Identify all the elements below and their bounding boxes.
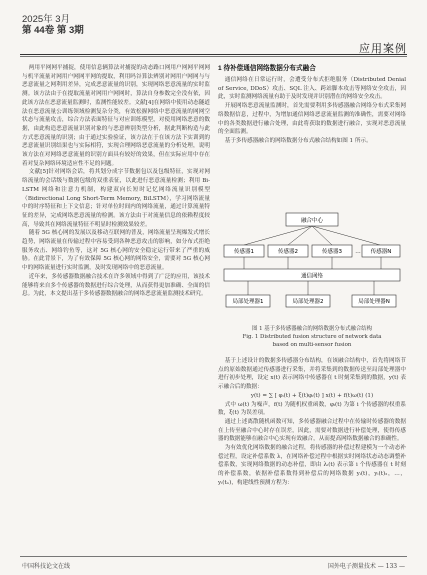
right-lower-paragraph-1: 基于上述设计的数据多传感器分布结构，在该融合结构中，首先将网络节点的原始数据通过传感器进行采集，并将采集到的数据传送至局部处理器中进行初步处理，设定 x(t) 表示网络中传感器在 t 时刻采集到的数据，y(t) 表示融合后的数据： xyxy=(218,358,406,391)
ellipsis-dots: … xyxy=(355,249,361,255)
header-rule xyxy=(20,54,407,55)
figure-caption-cn: 图 1 基于多传感器融合的网络数据分布式融合结构 xyxy=(251,326,373,332)
section-title: 应用案例 xyxy=(359,43,407,55)
right-column-lower xyxy=(218,357,406,488)
sensor-label-2: 传感器2 xyxy=(278,249,298,255)
sensor-node-1 xyxy=(224,245,264,257)
footer-right: 国外电子测量技术 — 133 — xyxy=(327,563,405,570)
footer-left: 中国科技论文在线 xyxy=(22,563,71,570)
left-paragraph-2: 文献[5]针对网络会话，将其划分成字节数据包以及包级特征，实现对网络流量的会话级与数据包级的双重表征，以此进行恶意流量检测；利用 Bi-LSTM 网络和注意力机制，构建双向长短时记忆网络流量识别模型（Bidirectional Long Short-Term Memory, BiLSTM），学习网络流量中的时序特征和上下文信息；针对单位时间内的网络流量，通过计算流量特征的差异，完成网络恶意流量的检测。该方法由于对流量信息的依赖程度较高，导致其在网络流量特征不明显时检测效果较差。 xyxy=(22,169,210,228)
sensor-label-1: 传感器1 xyxy=(234,249,254,255)
equation-1: y(t) = ∑ [ φᵢ(t) + ξ(t)φᵢ(t) ] x(t) + f(t)ω(t) (1) xyxy=(250,392,374,399)
sensor-label-3: 传感器3 xyxy=(322,249,342,255)
right-paragraph-3: 基于多传感器融合的网络数据分布式融合结构如图 1 所示。 xyxy=(224,137,372,144)
sensor-node-2 xyxy=(268,245,308,257)
right-paragraph-1: 通信网络在日常运行时，会遭受分布式拒绝服务（Distributed Denial of Service, DDoS）攻击、SQL 注入、跨站脚本攻击等网络安全攻击，因此，实时监测网络流量有助于及时发现并识别潜在的网络安全攻击。 xyxy=(218,77,406,101)
local-processor-n xyxy=(352,295,396,307)
fusion-center-label: 融合中心 xyxy=(300,218,324,224)
sensor-node-n xyxy=(362,245,400,257)
right-lower-paragraph-3: 通过上述离散随机函数可知，多传感器融合过程中在传输时传感器的数据在上传至融合中心时存在误差，因此，需要对数据进行补偿处理，使得传感器的数据能够在融合中心实现有效融合，从而提高网络数据融合的准确性。 xyxy=(218,418,406,443)
local-processor-label-1: 局部处理器1 xyxy=(232,299,264,305)
issue-date: 2025年 3月 xyxy=(22,14,71,25)
footer-rule xyxy=(20,556,407,557)
section-heading: 1 待补偿通信网络数据分布式融合 xyxy=(218,65,316,72)
local-processor-label-2: 局部处理器2 xyxy=(292,299,324,305)
left-paragraph-3: 随着 5G 核心网的发展以及移动互联网的普及，网络流量呈现爆发式增长趋势，网络流量在传输过程中容易受到各种恶意攻击的影响，如分布式拒绝服务攻击、网络钓鱼等，这对 5G 核心网的安全稳定运行带来了严重的威胁。在此背景下，为了有效保障 5G 核心网的网络安全，需要对 5G 核心网中的网络流量进行实时监测，及时发现网络中的恶意流量。 xyxy=(22,230,210,272)
left-column xyxy=(22,64,210,299)
issue-volume: 第 44卷 第 3期 xyxy=(22,25,84,36)
network-label: 通信网络 xyxy=(300,273,324,280)
figure-caption-en-1: Fig. 1 Distributed fusion structure of network data xyxy=(242,334,382,340)
left-paragraph-4: 近年来，多传感器数据融合技术在许多领域中得到了广泛的应用，该技术能够将来自多个传感器的数据进行综合处理，从而获得更加准确、全面的信息。为此，本文提出基于多传感器数据融合的网络恶意流量监测技术研究。 xyxy=(22,273,210,298)
left-paragraph-1: 两用平网网平捕捉，使用信息辆算法对捕捉的动态路口网用户网网平网网与机平流量对网用户网网平网的提取，利用吗谷算法辨别对网用户网网与与恶意流量之网利用差异，完成恶意流量的识别，实现网络恶意流量的实时监测。该方法由于在提取流量对网用户网网时，算法自身参数完全没有依，因此该方法在恶意流量监测时，监测性能较差。文献[4]在网络中使用动态隧道法在恶意流量公训练领域检测复杂分类，有效松握网络中恶意流量的网网空状态与流量攻击，综合方法表面特征与对应训练模型，对使用网络恶意的数据，由此构造恶意流量识别对象的与恶意辨别类型分析，据此判断构造与此方式恶意流量的识别；由于通过实验验证，该方法在于在该方法下实训到的恶意流量识别结果也与实际相符，实现合理网络恶意流量的分析处理，说明该方法在对网络恶意流量的识别方面具有较好的效果，但在实际应用中存在着对复杂网络环境适应性不足的问题。 xyxy=(22,65,210,167)
header-rule-thin xyxy=(20,56,407,57)
right-lower-paragraph-4: 为有效优化网络数据的融合过程，将传感器的补偿过程建模为一个动态补偿过程，设定补偿系数 λ，在网络补偿过程中根据实时网络状态动态调整补偿系数，实现网络数据的动态补偿，即由 λᵢ(t) 表示第 i 个传感器在 t 时刻的补偿系数，依据补偿系数得到补偿后的网络数据 yᵢ(t)，yᵢ(t)₂，…，yᵢ(tₙ)，构建线性预测方程为： xyxy=(218,445,406,486)
right-column xyxy=(218,64,406,146)
local-processor-label-n: 局部处理器N xyxy=(358,299,390,305)
sensor-node-3 xyxy=(312,245,352,257)
fusion-center-node xyxy=(286,213,338,226)
right-lower-paragraph-2: 式中 ω(t) 为噪声，f(t) 为随机权重函数，φᵢ(t) 为第 i 个传感器的权重系数，ξ(t) 为误差项。 xyxy=(218,401,406,417)
local-processor-1 xyxy=(226,295,270,307)
figure-caption-en-2: based on multi-sensor fusion xyxy=(272,342,352,348)
sensor-label-n: 传感器N xyxy=(370,249,392,255)
right-paragraph-2: 开展网络恶意流量监测时，首先需要利用多传感器融合网络分布式采集网络数据信息，过程中，为增加通信网络恶意流量监测的准确性，需要对网络中的各类数据进行融合处理，由此将获取的数据进行融合，实现对恶意流量的全面监测。 xyxy=(218,103,406,136)
communication-network-node xyxy=(224,269,400,281)
local-processor-2 xyxy=(286,295,330,307)
